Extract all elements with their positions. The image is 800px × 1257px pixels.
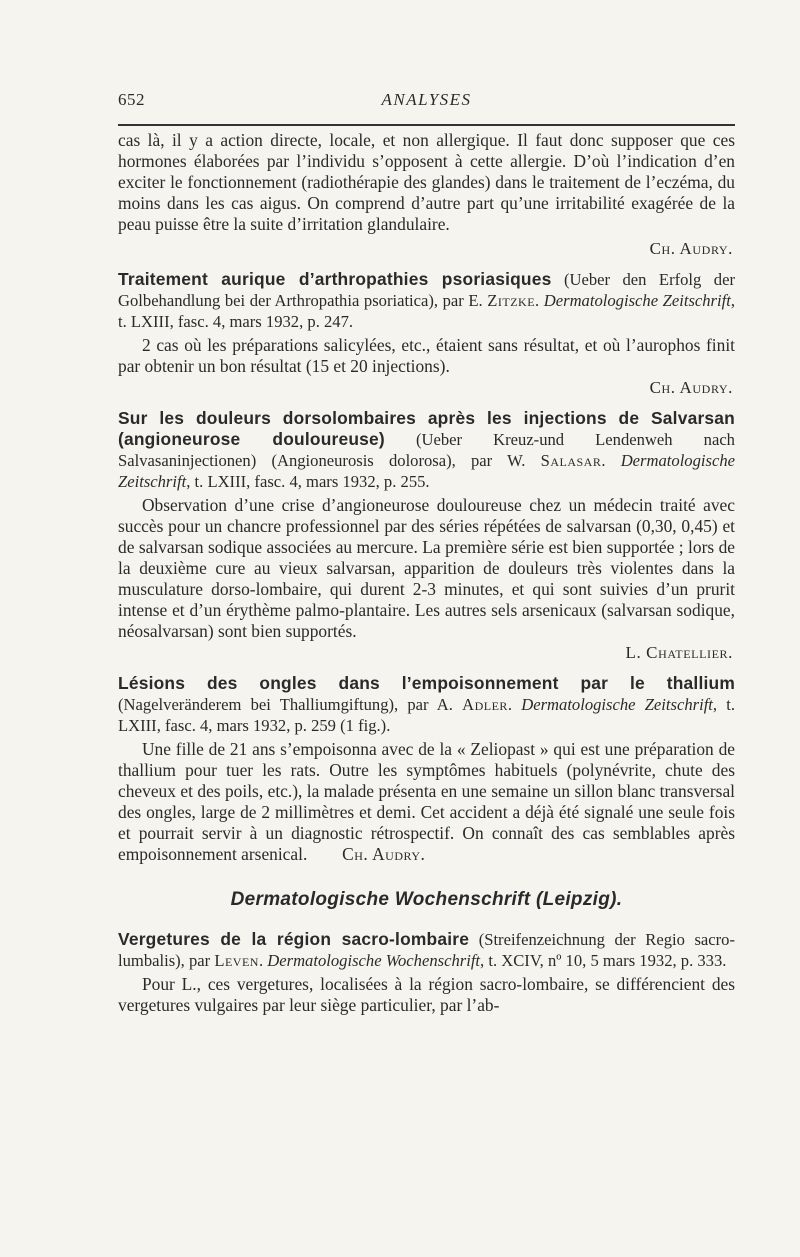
article-3-ref: (Nagelveränderem bei Thalliumgiftung), par A.	[118, 695, 463, 714]
article-2-body: Observation d’une crise d’angioneurose douloureuse chez un médecin traité avec succès pour un chancre professionnel par des séries répétées de salvarsan (0,30, 0,45) et de salvarsan sodique associées au mercure. La première série est bien supportée ; lors de la deuxième cure au vieux salvarsan, apparition de douleurs très violentes dans la musculature dorso-lombaire, qui durent 2-3 minutes, et qui sont suivies d’un prurit intense et d’un érythème palmo-plantaire. Les autres sels arsenicaux (salvarsan sodique, néosalvarsan) sont bien supportés.	[118, 495, 735, 641]
article-3-signature: Ch. Audry.	[342, 844, 426, 864]
article-2-title: Sur les douleurs dorsolombaires après les injections de Salvarsan (angioneurose douloureuse)	[118, 408, 735, 449]
article-2-heading: Sur les douleurs dorsolombaires après les injections de Salvarsan (angioneurose douloureuse) (Ueber Kreuz-und Lendenweh nach Salvasaninjectionen) (Angioneurosis dolorosa), par W. Salasar. Dermatologische Zeitschrift, t. LXIII, fasc. 4, mars 1932, p. 255.	[118, 408, 735, 491]
page-header	[118, 88, 735, 112]
article-2-citation: , t. LXIII, fasc. 4, mars 1932, p. 255.	[186, 472, 430, 491]
article-3-citation: , t. LXIII, fasc. 4, mars 1932, p. 259 (1 fig.).	[118, 695, 735, 735]
article-2-author: Salasar	[540, 451, 602, 470]
article-2-journal: Dermatologische Zeitschrift	[118, 451, 735, 491]
article-4-heading: Vergetures de la région sacro-lombaire (Streifenzeichnung der Regio sacro-lumbalis), par Leven. Dermatologische Wochenschrift, t. XCIV, nº 10, 5 mars 1932, p. 333.	[118, 929, 735, 970]
article-1-signature: Ch. Audry.	[649, 378, 733, 397]
article-3-journal: Dermatologische Zeitschrift	[521, 695, 713, 714]
article-4-title: Vergetures de la région sacro-lombaire	[118, 929, 470, 949]
intro-paragraph: cas là, il y a action directe, locale, et non allergique. Il faut donc supposer que ces hormones élaborées par l’individu s’opposent à cette allergie. D’où l’indication d’en exciter le fonctionnement (radiothérapie des glandes) dans le traitement de l’eczéma, du moins dans les cas aigus. On comprend d’autre part qu’une irritabilité exagérée de la peau puisse être la suite d’irritation glandulaire.	[118, 130, 735, 234]
article-1-title: Traitement aurique d’arthropathies psoriasiques	[118, 269, 552, 289]
journal-section-heading: Dermatologische Wochenschrift (Leipzig).	[230, 889, 623, 910]
article-2-signature: L. Chatellier.	[625, 643, 733, 662]
page-number: 652	[118, 90, 145, 109]
article-3-body: Une fille de 21 ans s’empoisonna avec de la « Zeliopast » qui est une préparation de thallium pour tuer les rats. Outre les symptômes habituels (polynévrite, chute des cheveux et des poils, etc.), la malade présenta en une semaine un sillon blanc transversal des ongles, large de 2 millimètres et demi. Cet accident a déjà été signalé une seule fois et pourrait servir à un diagnostic rétrospectif. On connaît des cas semblables après empoisonnement arsenical. Ch. Audry.	[118, 739, 735, 864]
article-3-title: Lésions des ongles dans l’empoisonnement par le thallium	[118, 673, 735, 693]
article-1-body: 2 cas où les préparations salicylées, etc., étaient sans résultat, et où l’aurophos finit par obtenir un bon résultat (15 et 20 injections).	[118, 335, 735, 376]
intro-signature: Ch. Audry.	[649, 239, 733, 258]
article-1-author: Zitzke	[487, 291, 536, 310]
article-1-citation: , t. LXIII, fasc. 4, mars 1932, p. 247.	[118, 291, 736, 331]
article-2-ref: (Ueber Kreuz-und Lendenweh nach Salvasaninjectionen) (Angioneurosis dolorosa), par W.	[118, 430, 735, 470]
page-body	[118, 130, 735, 1016]
article-4-ref: (Streifenzeichnung der Regio sacro-lumbalis), par	[118, 930, 735, 970]
article-4-citation: , t. XCIV, nº 10, 5 mars 1932, p. 333.	[480, 951, 727, 970]
article-3-heading: Lésions des ongles dans l’empoisonnement par le thallium (Nagelveränderem bei Thalliumgiftung), par A. Adler. Dermatologische Zeitschrift, t. LXIII, fasc. 4, mars 1932, p. 259 (1 fig.).	[118, 673, 735, 735]
article-4-body: Pour L., ces vergetures, localisées à la région sacro-lombaire, se différencient des vergetures vulgaires par leur siège particulier, par l’ab-	[118, 974, 735, 1015]
article-1-journal: Dermatologische Zeitschrift	[543, 291, 731, 310]
article-1-ref: (Ueber den Erfolg der Golbehandlung bei der Arthropathia psoriatica), par E.	[118, 270, 735, 310]
article-4-journal: Dermatologische Wochenschrift	[267, 951, 481, 970]
header-rule	[118, 124, 735, 126]
running-title: ANALYSES	[381, 90, 472, 109]
article-1-heading: Traitement aurique d’arthropathies psoriasiques (Ueber den Erfolg der Golbehandlung bei der Arthropathia psoriatica), par E. Zitzke. Dermatologische Zeitschrift, t. LXIII, fasc. 4, mars 1932, p. 247.	[118, 269, 736, 331]
article-4-author: Leven	[214, 951, 259, 970]
article-3-author: Adler	[462, 695, 508, 714]
